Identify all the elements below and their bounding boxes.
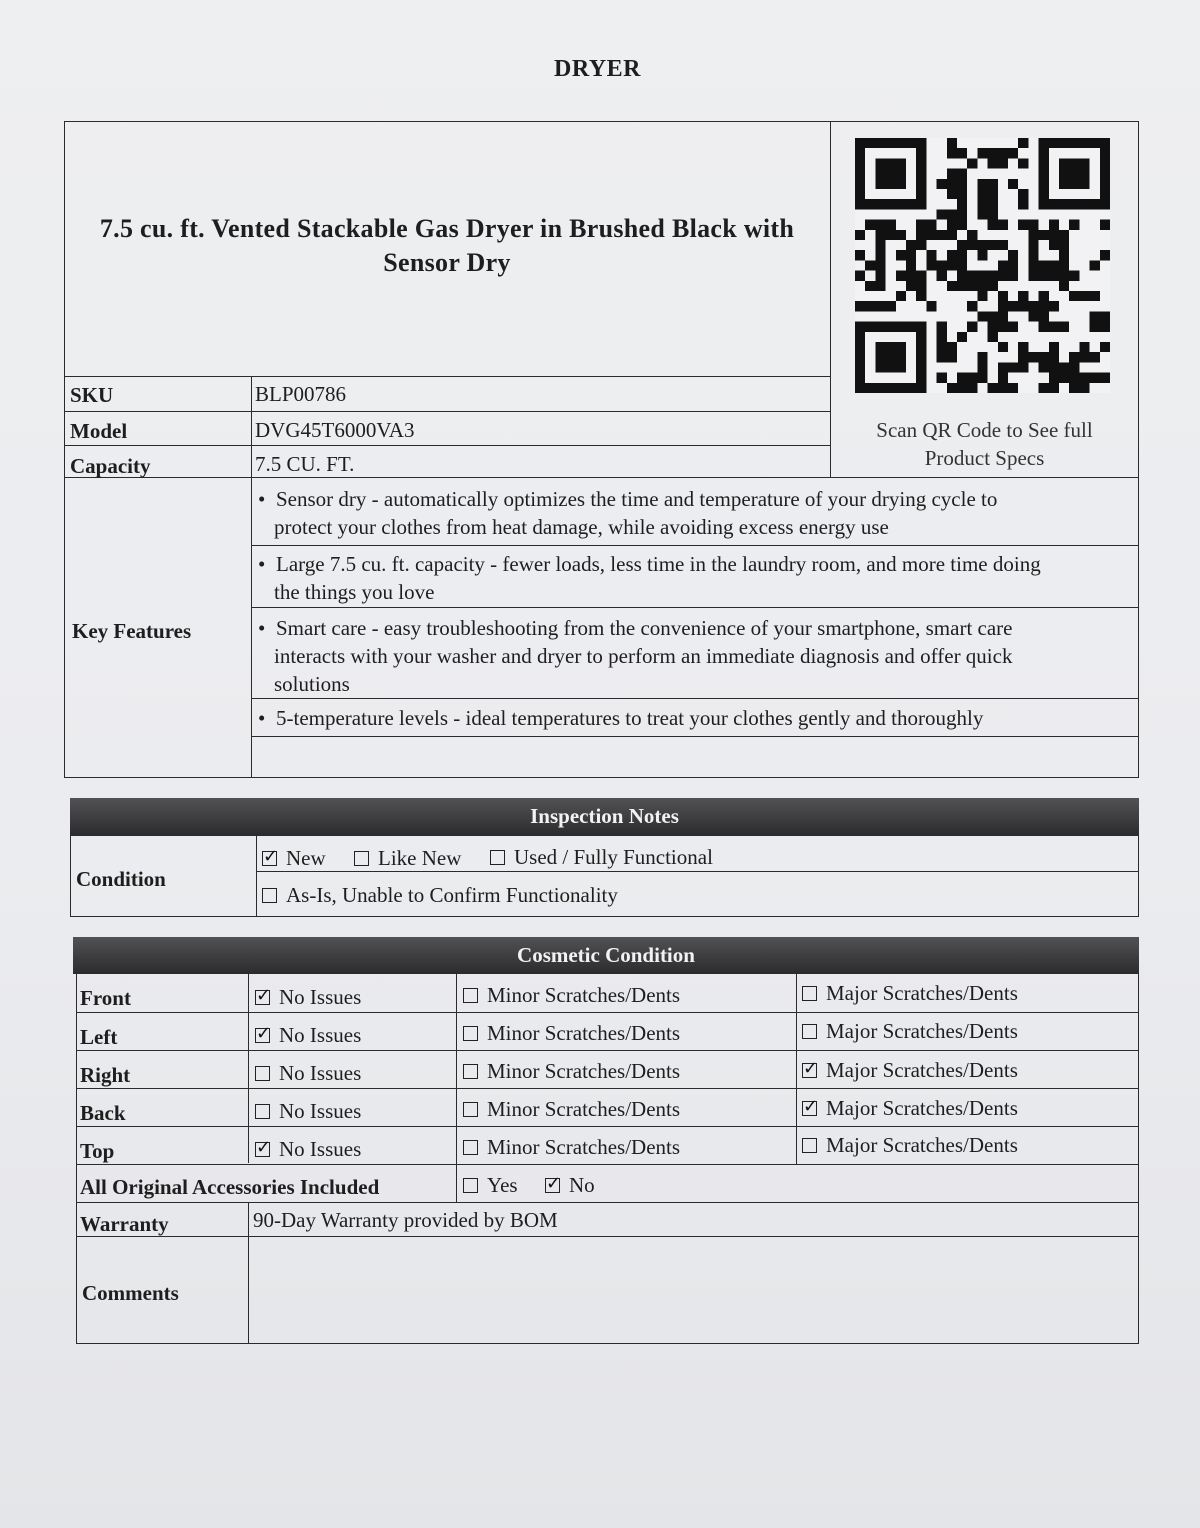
feature-text: Sensor dry - automatically optimizes the time and temperature of your drying cycle to (276, 487, 998, 511)
checkbox-icon[interactable] (255, 1142, 270, 1157)
cosmetic-option[interactable] (802, 980, 1018, 1006)
cosmetic-option[interactable] (255, 1022, 361, 1048)
cosmetic-row-label-back: Back (80, 1101, 126, 1125)
comments-field[interactable] (253, 1242, 1133, 1338)
spec-value-capacity: 7.5 CU. FT. (255, 452, 355, 476)
cosmetic-row-label-front: Front (80, 986, 131, 1010)
qr-caption (832, 416, 1137, 472)
key-features-label: Key Features (72, 619, 192, 643)
option-label: Minor Scratches/Dents (487, 1097, 681, 1121)
option-label: Major Scratches/Dents (826, 1019, 1018, 1043)
checkbox-icon[interactable] (802, 986, 817, 1001)
cosmetic-option[interactable] (463, 982, 680, 1008)
bullet-icon: • (258, 616, 266, 640)
checkbox-icon[interactable] (463, 988, 478, 1003)
feature-text: Smart care - easy troubleshooting from the convenience of your smartphone, smart care (276, 616, 1013, 640)
product-name-line1: 7.5 cu. ft. Vented Stackable Gas Dryer in Brushed Black with (99, 214, 795, 243)
warranty-label: Warranty (80, 1212, 169, 1236)
product-name-line2: Sensor Dry (383, 248, 511, 277)
spec-label-sku: SKU (70, 383, 114, 407)
checkbox-icon[interactable] (490, 850, 505, 865)
cosmetic-option[interactable] (802, 1018, 1018, 1044)
cosmetic-row-label-top: Top (80, 1139, 115, 1163)
bullet-icon: • (258, 552, 266, 576)
feature-text: 5-temperature levels - ideal temperatures to treat your clothes gently and thoroughly (276, 706, 984, 730)
feature-item (258, 485, 997, 541)
checkbox-icon[interactable] (463, 1178, 478, 1193)
cosmetic-option[interactable] (255, 1060, 361, 1086)
document-title: DRYER (554, 56, 641, 82)
checkbox-icon[interactable] (545, 1178, 560, 1193)
feature-text: interacts with your washer and dryer to perform an immediate diagnosis and offer quick (274, 644, 1013, 668)
qr-caption-line2: Product Specs (924, 446, 1045, 470)
option-label: No Issues (279, 1099, 362, 1123)
feature-text: Large 7.5 cu. ft. capacity - fewer loads, less time in the laundry room, and more time doing (276, 552, 1041, 576)
spec-value-model: DVG45T6000VA3 (255, 418, 415, 442)
cosmetic-option[interactable] (255, 1136, 361, 1162)
checkbox-icon[interactable] (255, 1028, 270, 1043)
feature-text: protect your clothes from heat damage, while avoiding excess energy use (274, 515, 889, 539)
cosmetic-row-label-left: Left (80, 1025, 118, 1049)
option-label: Like New (378, 846, 462, 870)
option-label: Used / Fully Functional (514, 845, 713, 869)
comments-label: Comments (82, 1281, 179, 1305)
cosmetic-option[interactable] (802, 1132, 1018, 1158)
option-label: Major Scratches/Dents (826, 1133, 1018, 1157)
option-label: Minor Scratches/Dents (487, 1059, 681, 1083)
checkbox-icon[interactable] (255, 1066, 270, 1081)
checkbox-icon[interactable] (463, 1102, 478, 1117)
qr-code[interactable] (855, 138, 1110, 393)
spec-value-sku: BLP00786 (255, 382, 347, 406)
warranty-value: 90-Day Warranty provided by BOM (253, 1208, 558, 1232)
checkbox-icon[interactable] (255, 1104, 270, 1119)
cosmetic-option[interactable] (255, 1098, 361, 1124)
option-label: Minor Scratches/Dents (487, 1021, 681, 1045)
spec-label-capacity: Capacity (70, 454, 151, 478)
option-label: No Issues (279, 985, 362, 1009)
option-label: No Issues (279, 1023, 362, 1047)
option-label: As-Is, Unable to Confirm Functionality (286, 883, 618, 907)
cosmetic-option[interactable] (463, 1134, 680, 1160)
cosmetic-option[interactable] (463, 1020, 680, 1046)
option-label: No (569, 1173, 595, 1197)
option-label: New (286, 846, 326, 870)
option-label: Major Scratches/Dents (826, 1096, 1018, 1120)
condition-option-like-new[interactable] (354, 845, 461, 871)
cosmetic-option[interactable] (255, 984, 361, 1010)
checkbox-icon[interactable] (802, 1138, 817, 1153)
checkbox-icon[interactable] (463, 1064, 478, 1079)
condition-option-used[interactable] (490, 844, 713, 870)
feature-text: the things you love (274, 580, 435, 604)
cosmetic-option[interactable] (463, 1058, 680, 1084)
cosmetic-option[interactable] (802, 1057, 1018, 1083)
cosmetic-option[interactable] (802, 1095, 1018, 1121)
checkbox-icon[interactable] (262, 888, 277, 903)
bullet-icon: • (258, 706, 266, 730)
option-label: Minor Scratches/Dents (487, 983, 681, 1007)
option-label: Yes (487, 1173, 518, 1197)
option-label: Major Scratches/Dents (826, 1058, 1018, 1082)
spec-label-model: Model (70, 419, 128, 443)
checkbox-icon[interactable] (802, 1101, 817, 1116)
option-label: Minor Scratches/Dents (487, 1135, 681, 1159)
accessories-option-no[interactable] (545, 1172, 595, 1198)
condition-option-as-is[interactable] (262, 882, 618, 908)
option-label: No Issues (279, 1137, 362, 1161)
cosmetic-option[interactable] (463, 1096, 680, 1122)
option-label: No Issues (279, 1061, 362, 1085)
condition-option-new[interactable] (262, 845, 326, 871)
feature-text: solutions (274, 672, 350, 696)
feature-item (258, 704, 983, 732)
checkbox-icon[interactable] (262, 851, 277, 866)
cosmetic-condition-header: Cosmetic Condition (73, 937, 1139, 974)
accessories-option-yes[interactable] (463, 1172, 518, 1198)
checkbox-icon[interactable] (255, 990, 270, 1005)
bullet-icon: • (258, 487, 266, 511)
cosmetic-row-label-right: Right (80, 1063, 131, 1087)
checkbox-icon[interactable] (463, 1140, 478, 1155)
checkbox-icon[interactable] (802, 1063, 817, 1078)
condition-label: Condition (76, 867, 166, 891)
product-name (66, 212, 828, 280)
checkbox-icon[interactable] (802, 1024, 817, 1039)
feature-item (258, 614, 1013, 698)
accessories-label: All Original Accessories Included (80, 1175, 380, 1199)
feature-item (258, 550, 1041, 606)
checkbox-icon[interactable] (463, 1026, 478, 1041)
option-label: Major Scratches/Dents (826, 981, 1018, 1005)
inspection-notes-header: Inspection Notes (70, 798, 1139, 836)
qr-caption-line1: Scan QR Code to See full (876, 418, 1093, 442)
checkbox-icon[interactable] (354, 851, 369, 866)
